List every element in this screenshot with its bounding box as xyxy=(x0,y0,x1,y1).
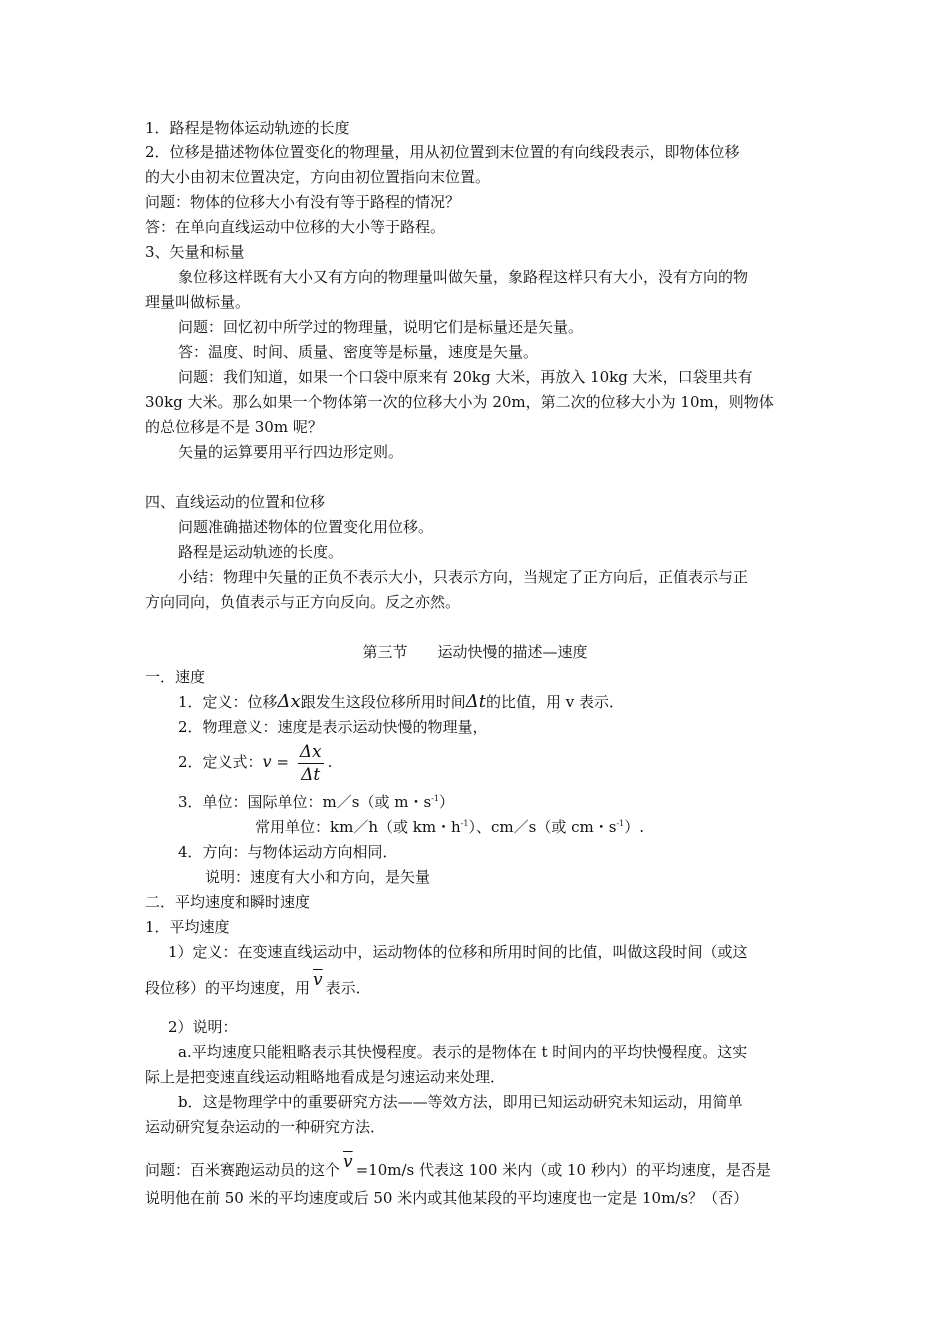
delta-x-symbol: Δx xyxy=(277,691,301,712)
superscript: -1 xyxy=(431,794,439,803)
fraction-numerator: Δx xyxy=(299,741,322,762)
superscript: -1 xyxy=(616,819,625,828)
text-line: 的大小由初末位置决定，方向由初位置指向末位置。 xyxy=(145,168,491,186)
section-title: 第三节 运动快慢的描述—速度 xyxy=(362,643,588,661)
text-line: 矢量的运算要用平行四边形定则。 xyxy=(178,443,404,461)
text-line: 说明他在前 50 米的平均速度或后 50 米内或其他某段的平均速度也一定是 10m/s？（否） xyxy=(145,1189,749,1207)
text-line: 1）定义：在变速直线运动中，运动物体的位移和所用时间的比值，叫做这段时间（或这 xyxy=(168,943,748,961)
formula-line xyxy=(178,738,848,786)
text-span: ） xyxy=(438,793,454,811)
subheading: 3、矢量和标量 xyxy=(145,243,245,261)
text-line: 2．位移是描述物体位置变化的物理量，用从初位置到末位置的有向线段表示，即物体位移 xyxy=(145,143,740,161)
subheading: 一．速度 xyxy=(145,668,206,686)
text-line: 路程是运动轨迹的长度。 xyxy=(178,543,344,561)
text-line: 际上是把变速直线运动粗略地看成是匀速运动来处理． xyxy=(145,1068,506,1086)
subheading: 二．平均速度和瞬时速度 xyxy=(145,893,311,911)
definition-line xyxy=(178,690,848,714)
text-span: 的比值，用 v 表示． xyxy=(485,693,624,711)
text-line xyxy=(145,1152,815,1182)
subheading: 四、直线运动的位置和位移 xyxy=(145,493,326,511)
text-line: a.平均速度只能粗略表示其快慢程度。表示的是物体在 t 时间内的平均快慢程度。这实 xyxy=(178,1043,748,1061)
period: . xyxy=(327,753,333,771)
subheading: 1．平均速度 xyxy=(145,918,230,936)
text-span: ）、cm／s（或 cm・s xyxy=(468,818,617,836)
text-line: 2．物理意义：速度是表示运动快慢的物理量， xyxy=(178,718,488,736)
text-line: 问题准确描述物体的位置变化用位移。 xyxy=(178,518,434,536)
text-line: 象位移这样既有大小又有方向的物理量叫做矢量，象路程这样只有大小，没有方向的物 xyxy=(178,268,749,286)
text-line: 问题：物体的位移大小有没有等于路程的情况？ xyxy=(145,193,461,211)
text-span: 3．单位：国际单位：m／s（或 m・s xyxy=(178,793,432,811)
text-span: 段位移）的平均速度，用 xyxy=(145,979,311,997)
v-bar-symbol: $\overline{v}$ xyxy=(343,1152,353,1172)
text-line: 30kg 大米。那么如果一个物体第一次的位移大小为 20m，第二次的位移大小为 10m，则物体 xyxy=(145,393,774,411)
text-line: 问题：我们知道，如果一个口袋中原来有 20kg 大米，再放入 10kg 大米，口袋里共有 xyxy=(178,368,753,386)
text-span: 2．定义式： xyxy=(178,753,263,771)
text-line: 问题：回忆初中所学过的物理量，说明它们是标量还是矢量。 xyxy=(178,318,584,336)
text-line: 的总位移是不是 30m 呢？ xyxy=(145,418,323,436)
superscript: -1 xyxy=(460,819,469,828)
text-line: 运动研究复杂运动的一种研究方法． xyxy=(145,1118,386,1136)
text-line: 理量叫做标量。 xyxy=(145,293,251,311)
velocity-fraction xyxy=(298,741,324,786)
text-span: 问题：百米赛跑运动员的这个 xyxy=(145,1161,341,1179)
units-line xyxy=(255,815,925,839)
units-line xyxy=(178,790,848,814)
text-line: 方向同向，负值表示与正方向反向。反之亦然。 xyxy=(145,593,461,611)
text-line xyxy=(145,970,815,1000)
v-bar-symbol: $\overline{v}$ xyxy=(313,970,323,990)
text-span: 表示． xyxy=(325,979,371,997)
equals-sign: = xyxy=(271,753,294,771)
text-span: 常用单位：km／h（或 km・h xyxy=(255,818,461,836)
delta-t-symbol: Δt xyxy=(465,691,486,712)
text-span: 1．定义：位移 xyxy=(178,693,278,711)
v-symbol: v xyxy=(262,752,272,771)
text-line: 2）说明： xyxy=(168,1018,238,1036)
text-span: =10m/s 代表这 100 米内（或 10 秒内）的平均速度，是否是 xyxy=(355,1161,771,1179)
text-line: b．这是物理学中的重要研究方法——等效方法，即用已知运动研究未知运动，用简单 xyxy=(178,1093,743,1111)
text-line: 说明：速度有大小和方向，是矢量 xyxy=(205,868,431,886)
text-line: 小结：物理中矢量的正负不表示大小，只表示方向，当规定了正方向后，正值表示与正 xyxy=(178,568,749,586)
text-line: 1．路程是物体运动轨迹的长度 xyxy=(145,119,350,137)
text-line: 4．方向：与物体运动方向相同． xyxy=(178,843,398,861)
text-span: 跟发生这段位移所用时间 xyxy=(300,693,466,711)
text-line: 答：在单向直线运动中位移的大小等于路程。 xyxy=(145,218,446,236)
text-span: ）. xyxy=(624,818,645,836)
text-line: 答：温度、时间、质量、密度等是标量，速度是矢量。 xyxy=(178,343,539,361)
fraction-denominator: Δt xyxy=(301,764,321,785)
